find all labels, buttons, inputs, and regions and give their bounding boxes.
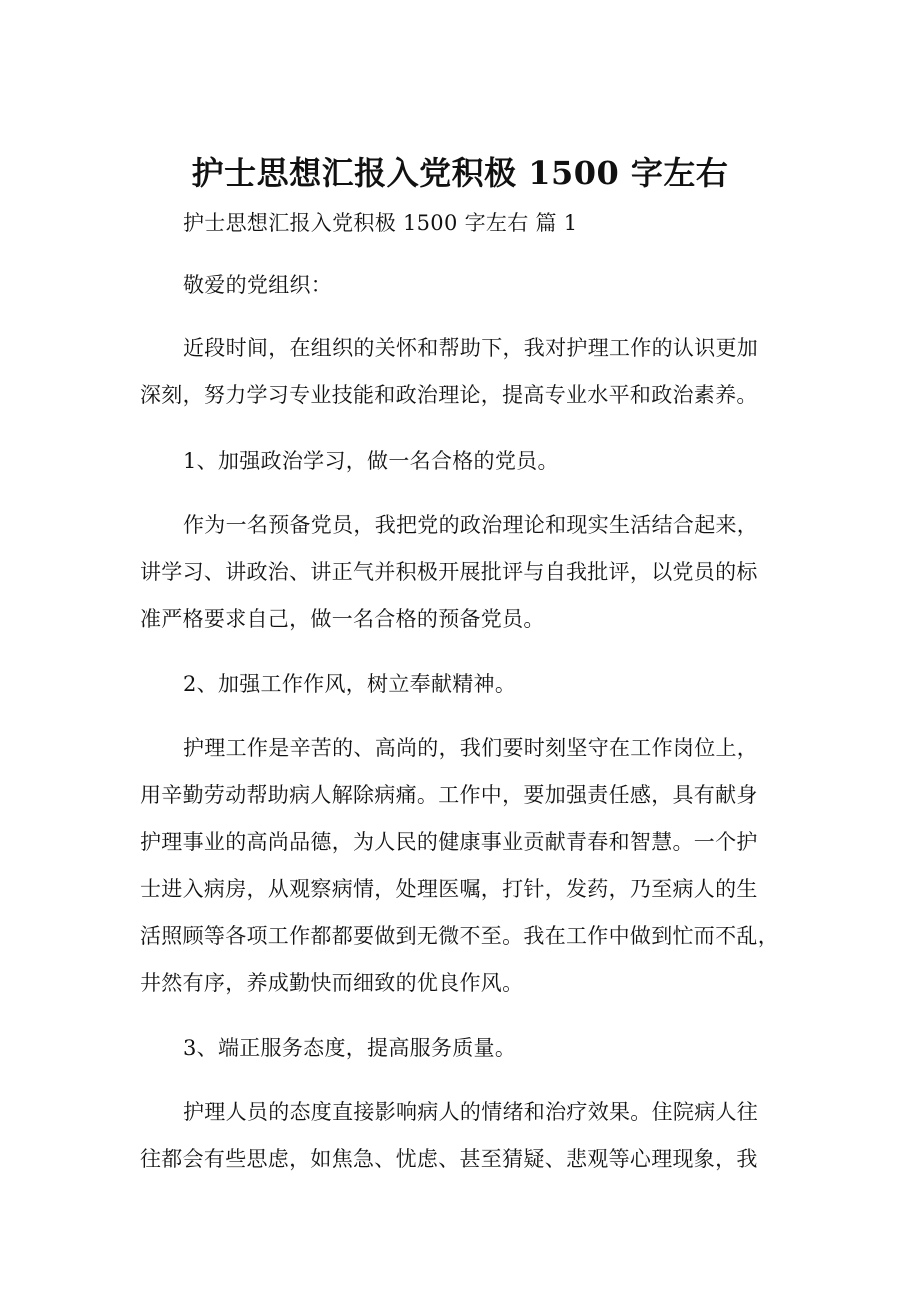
paragraph-line: 讲学习、讲政治、讲正气并积极开展批评与自我批评，以党员的标 — [140, 560, 758, 584]
paragraph-line: 士进入病房，从观察病情，处理医嘱，打针，发药，乃至病人的生 — [140, 877, 758, 901]
document-subtitle: 护士思想汇报入党积极 1500 字左右 篇 1 — [183, 211, 578, 235]
paragraph-line: 近段时间，在组织的关怀和帮助下，我对护理工作的认识更加 — [183, 336, 759, 360]
document-title: 护士思想汇报入党积极 1500 字左右 — [191, 154, 729, 192]
paragraph-line: 活照顾等各项工作都都要做到无微不至。我在工作中做到忙而不乱， — [140, 924, 779, 948]
section-heading: 3、端正服务态度，提高服务质量。 — [183, 1036, 517, 1060]
paragraph-line: 往都会有些思虑，如焦急、忧虑、甚至猜疑、悲观等心理现象，我 — [140, 1147, 758, 1171]
paragraph-line: 用辛勤劳动帮助病人解除病痛。工作中，要加强责任感，具有献身 — [140, 783, 758, 807]
section-heading: 2、加强工作作风，树立奉献精神。 — [183, 672, 517, 696]
paragraph-line: 作为一名预备党员，我把党的政治理论和现实生活结合起来， — [183, 513, 759, 537]
salutation: 敬爱的党组织： — [183, 273, 333, 297]
paragraph-line: 护理事业的高尚品德，为人民的健康事业贡献青春和智慧。一个护 — [140, 830, 758, 854]
section-heading: 1、加强政治学习，做一名合格的党员。 — [183, 449, 559, 473]
paragraph-line: 准严格要求自己，做一名合格的预备党员。 — [140, 607, 545, 631]
paragraph-line: 护理工作是辛苦的、高尚的，我们要时刻坚守在工作岗位上， — [183, 736, 759, 760]
paragraph-line: 深刻，努力学习专业技能和政治理论，提高专业水平和政治素养。 — [140, 383, 758, 407]
paragraph-line: 护理人员的态度直接影响病人的情绪和治疗效果。住院病人往 — [183, 1100, 759, 1124]
paragraph-line: 井然有序，养成勤快而细致的优良作风。 — [140, 971, 524, 995]
